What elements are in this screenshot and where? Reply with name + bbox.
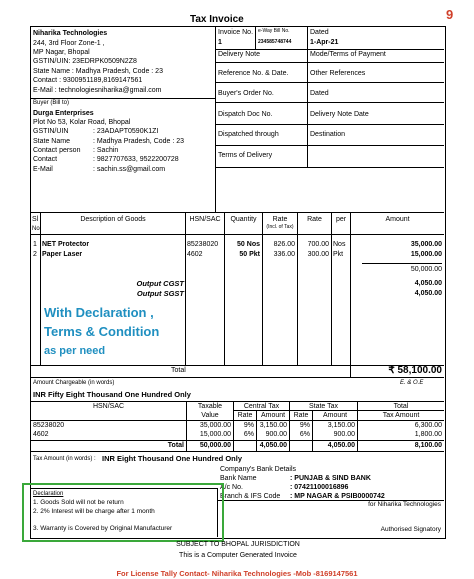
overlay-line-1: With Declaration ,	[44, 305, 154, 320]
invoice-date: 1-Apr-21	[310, 39, 339, 46]
col-rate-incl: Rate	[272, 216, 288, 223]
for-company: for Niharika Technologies	[368, 501, 441, 508]
col-no: No.	[32, 226, 42, 232]
item-2-qty: 50 Pkt	[239, 251, 260, 258]
tax-col-state-amount: Amount	[322, 412, 348, 419]
footer-contact: For License Tally Contact- Niharika Technologies -Mob -8169147561	[116, 569, 358, 578]
col-per: per	[335, 216, 347, 223]
item-1-rate-incl: 826.00	[273, 241, 295, 248]
tax-col-tax-amount: Tax Amount	[382, 412, 420, 419]
dispatch-doc-label: Dispatch Doc No.	[218, 111, 273, 118]
tax-total-taxable: 50,000.00	[199, 442, 231, 449]
buyer-contact-value: : 9827707633, 9522200728	[93, 156, 179, 163]
col-description: Description of Goods	[80, 216, 146, 223]
output-sgst-label: Output SGST	[136, 289, 184, 298]
tax-row-2-central-amount: 900.00	[265, 431, 287, 438]
mode-terms-label: Mode/Terms of Payment	[310, 51, 386, 58]
col-hsn: HSN/SAC	[189, 216, 221, 223]
computer-generated: This is a Computer Generated Invoice	[179, 552, 297, 559]
invoice-title: Tax Invoice	[190, 14, 244, 25]
declaration-line-3: 3. Warranty is Covered by Original Manufacturer	[33, 525, 173, 532]
seller-email: E-Mail : technologiesniharika@gmail.com	[33, 87, 162, 94]
destination-label: Destination	[310, 131, 346, 138]
bank-name-label: Bank Name	[220, 475, 257, 482]
seller-address-2: MP Nagar, Bhopal	[33, 49, 90, 56]
eway-label: e-Way Bill No.	[258, 28, 290, 34]
buyer-contact-person-value: : Sachin	[93, 147, 119, 154]
col-sl: Sl	[32, 216, 39, 223]
declaration-line-2: 2. 2% Interest will be charge after 1 month	[33, 508, 155, 515]
bank-account-label: A/c No.	[220, 484, 243, 491]
tax-row-1-taxable: 35,000.00	[199, 422, 231, 429]
item-2-rate-incl: 336.00	[273, 251, 295, 258]
seller-name: Niharika Technologies	[33, 30, 108, 37]
tax-col-hsn: HSN/SAC	[92, 403, 125, 410]
invoice-no: 1	[218, 39, 222, 46]
item-1-sl: 1	[33, 241, 37, 248]
buyer-contact-person-label: Contact person	[33, 147, 81, 154]
item-2-hsn: 4602	[187, 251, 203, 258]
eoe: E. & O.E	[400, 380, 424, 386]
tax-col-central: Central Tax	[243, 403, 280, 410]
seller-contact: Contact : 9300951189,8169147561	[33, 77, 143, 84]
tax-col-state: State Tax	[308, 403, 339, 410]
item-2-desc: Paper Laser	[42, 251, 83, 258]
tax-row-2-total: 1,800.00	[414, 431, 442, 438]
bank-branch-value: : MP NAGAR & PSIB0000742	[290, 493, 385, 500]
buyer-contact-label: Contact	[33, 156, 58, 163]
output-sgst-amount: 4,050.00	[414, 290, 442, 297]
overlay-line-2: Terms & Condition	[44, 324, 160, 339]
subtotal: 50,000.00	[410, 266, 442, 273]
tax-col-value: Value	[201, 412, 219, 419]
col-amount: Amount	[385, 216, 410, 223]
buyer-name: Durga Enterprises	[33, 110, 94, 117]
amount-words: INR Fifty Eight Thousand One Hundred Only	[33, 390, 191, 399]
tax-row-2-state-rate: 6%	[299, 431, 310, 438]
item-2-sl: 2	[33, 251, 37, 258]
tax-row-1-state-rate: 9%	[299, 422, 310, 429]
eway-no: 234585748744	[258, 39, 292, 45]
col-rate-incl-sub: (Incl. of Tax)	[266, 224, 294, 230]
col-rate: Rate	[307, 216, 322, 223]
tax-row-2-hsn: 4602	[33, 431, 49, 438]
buyer-caption: Buyer (Bill to)	[33, 100, 70, 106]
terms-delivery-label: Terms of Delivery	[218, 152, 273, 159]
order-dated-label: Dated	[310, 90, 329, 97]
tax-total-label: Total	[167, 442, 184, 449]
buyer-state-label: State Name	[33, 138, 70, 145]
overlay-line-3: as per need	[44, 345, 106, 357]
item-1-rate: 700.00	[307, 241, 329, 248]
tax-col-taxable: Taxable	[197, 403, 223, 410]
tax-row-2-state-amount: 900.00	[333, 431, 355, 438]
tax-col-central-rate: Rate	[237, 412, 253, 419]
other-references-label: Other References	[310, 70, 366, 77]
reference-label: Reference No. & Date.	[218, 70, 289, 77]
total-amount: ₹ 58,100.00	[388, 365, 442, 376]
tax-words-label: Tax Amount (in words) :	[33, 456, 96, 462]
dispatched-through-label: Dispatched through	[218, 131, 279, 138]
seller-address-1: 244, 3rd Floor Zone-1 ,	[33, 40, 105, 47]
tax-row-2-taxable: 15,000.00	[199, 431, 231, 438]
bank-name-value: : PUNJAB & SIND BANK	[290, 475, 371, 482]
tax-total-state-amount: 4,050.00	[327, 442, 355, 449]
bank-branch-label: Branch & IFS Code	[220, 493, 281, 500]
output-cgst-label: Output CGST	[136, 279, 184, 288]
tax-total-central-amount: 4,050.00	[259, 442, 287, 449]
buyer-email-label: E-Mail	[33, 166, 53, 173]
output-cgst-amount: 4,050.00	[414, 280, 442, 287]
declaration-title: Declaration	[33, 491, 64, 497]
dated-label: Dated	[310, 29, 329, 36]
invoice-no-label: Invoice No.	[218, 29, 254, 36]
tax-col-total: Total	[393, 403, 409, 410]
tax-col-state-rate: Rate	[293, 412, 309, 419]
buyer-gstin-value: : 23ADAPT0590K1ZI	[93, 128, 159, 135]
item-1-amount: 35,000.00	[410, 241, 442, 248]
total-label: Total	[171, 367, 186, 374]
item-2-rate: 300.00	[307, 251, 329, 258]
item-2-per: Pkt	[333, 251, 344, 258]
tax-row-1-central-rate: 9%	[243, 422, 254, 429]
buyer-email-value: : sachin.ss@gmail.com	[93, 166, 166, 173]
authorised-signatory: Authorised Signatory	[380, 526, 441, 533]
tax-col-central-amount: Amount	[260, 412, 286, 419]
col-quantity: Quantity	[230, 216, 257, 223]
delivery-note-label: Delivery Note	[218, 51, 261, 58]
bank-account-value: : 07421100016896	[290, 484, 349, 491]
item-1-desc: NET Protector	[42, 241, 90, 248]
item-2-amount: 15,000.00	[410, 251, 442, 258]
seller-gstin: GSTIN/UIN: 23EDRPK0509N2Z8	[33, 58, 137, 65]
buyer-state-value: : Madhya Pradesh, Code : 23	[93, 138, 185, 145]
page-number: 9	[446, 7, 454, 22]
buyer-gstin-label: GSTIN/UIN	[33, 128, 69, 135]
bank-caption: Company's Bank Details	[220, 466, 297, 473]
tax-row-2-central-rate: 6%	[243, 431, 254, 438]
tax-row-1-central-amount: 3,150.00	[259, 422, 287, 429]
jurisdiction: SUBJECT TO BHOPAL JURISDICTION	[176, 541, 300, 548]
seller-state: State Name : Madhya Pradesh, Code : 23	[33, 68, 163, 75]
tax-row-1-state-amount: 3,150.00	[327, 422, 355, 429]
item-1-per: Nos	[333, 241, 346, 248]
item-1-qty: 50 Nos	[237, 241, 260, 248]
tax-row-1-total: 6,300.00	[414, 422, 442, 429]
tax-words: INR Eight Thousand One Hundred Only	[102, 454, 242, 463]
tax-row-1-hsn: 85238020	[33, 422, 65, 429]
tax-total-amount: 8,100.00	[414, 442, 442, 449]
declaration-line-1: 1. Goods Sold will not be return	[33, 499, 124, 506]
buyers-order-label: Buyer's Order No.	[218, 90, 274, 97]
item-1-hsn: 85238020	[187, 241, 219, 248]
buyer-address: Plot No 53, Kolar Road, Bhopal	[33, 119, 131, 126]
amount-words-label: Amount Chargeable (in words)	[33, 380, 115, 386]
delivery-note-date-label: Delivery Note Date	[310, 111, 369, 118]
